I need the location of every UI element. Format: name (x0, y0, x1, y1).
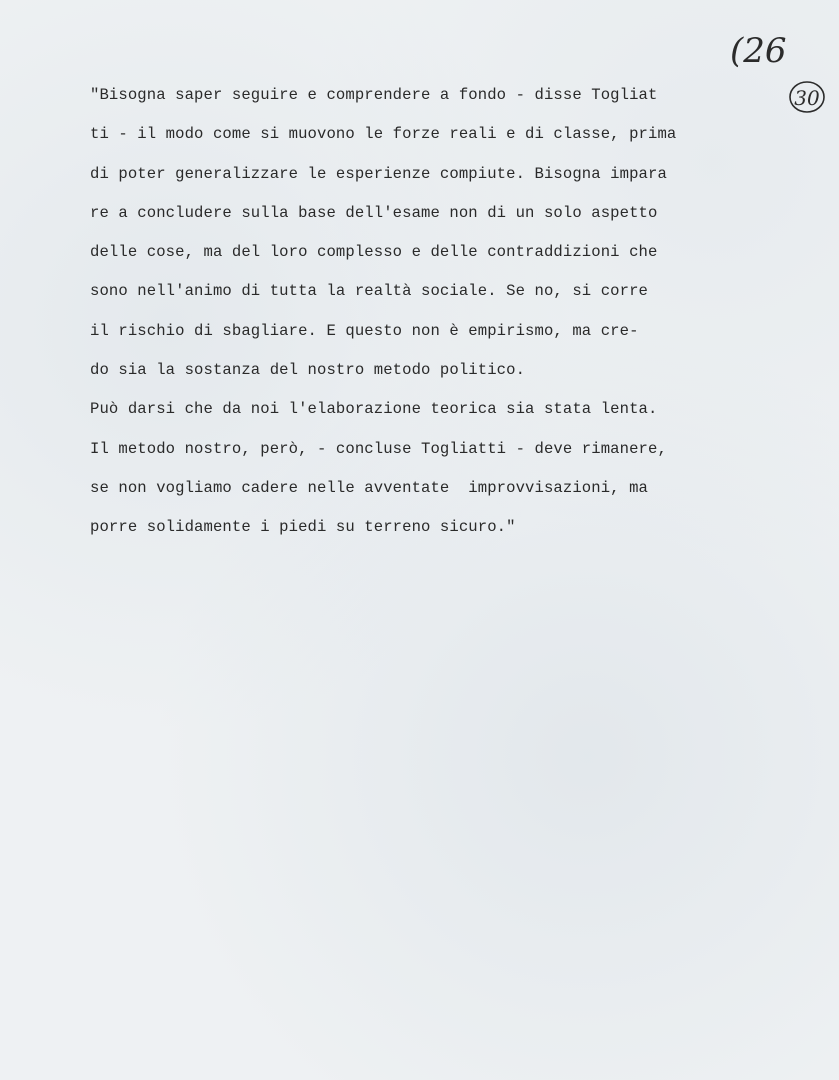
text-line: "Bisogna saper seguire e comprendere a fondo - disse Togliat (90, 86, 658, 104)
circled-folio-number (785, 75, 829, 119)
text-line: il rischio di sbagliare. E questo non è empirismo, ma cre- (90, 321, 639, 340)
handwritten-page-number (728, 22, 808, 74)
text-line: delle cose, ma del loro complesso e delle contraddizioni che (90, 243, 658, 262)
text-line: ti - il modo come si muovono le forze reali e di classe, prima (90, 125, 677, 144)
text-line: porre solidamente i piedi su terreno sicuro." (90, 518, 516, 537)
text-line: Può darsi che da noi l'elaborazione teorica sia stata lenta. (90, 400, 658, 419)
folio-number-text: 30 (794, 86, 820, 110)
text-line: sono nell'animo di tutta la realtà sociale. Se no, si corre (90, 282, 649, 301)
text-line: do sia la sostanza del nostro metodo politico. (90, 361, 526, 380)
text-line: se non vogliamo cadere nelle avventate improvvisazioni, ma (90, 478, 649, 497)
typewritten-text-block (90, 82, 780, 554)
page-number-text: (26 (730, 31, 787, 71)
text-line: Il metodo nostro, però, - concluse Togliatti - deve rimanere, (90, 439, 667, 458)
text-line: di poter generalizzare le esperienze compiute. Bisogna impara (90, 164, 667, 183)
text-line: re a concludere sulla base dell'esame non di un solo aspetto (90, 203, 658, 222)
